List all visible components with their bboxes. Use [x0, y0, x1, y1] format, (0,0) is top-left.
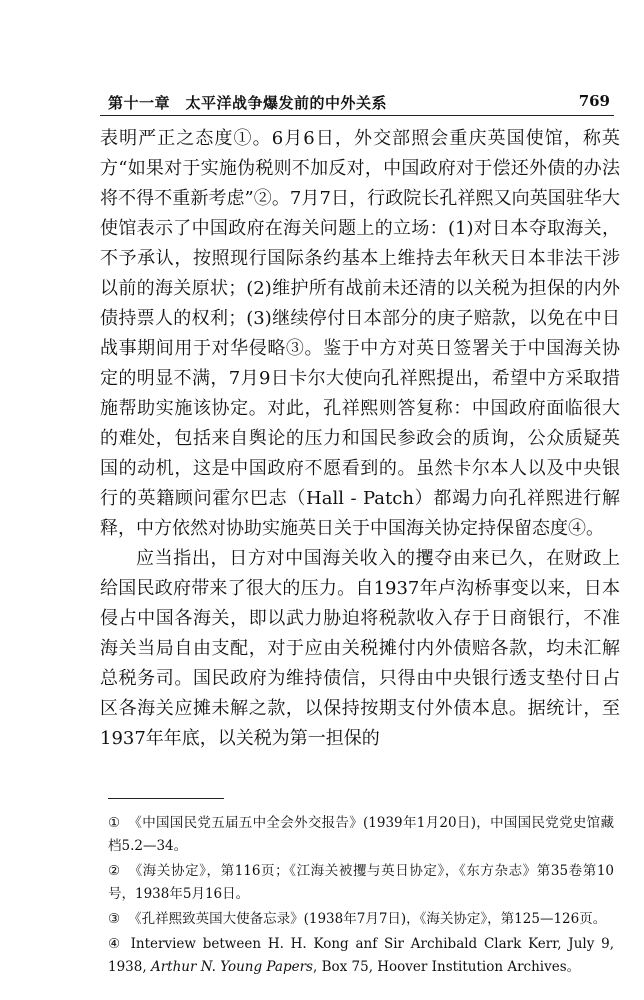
footnote-text-tail: , Box 75, Hoover Institution Archives。 [312, 959, 581, 975]
footnote-2 [108, 860, 614, 906]
footnote-text: Interview between H. H. Kong anf Sir Archibald Clark Kerr, July 9, 1938, [108, 936, 614, 975]
footnote-3 [108, 908, 614, 931]
footnote-marker: ① [108, 815, 121, 831]
footnote-marker: ④ [108, 936, 123, 952]
footnote-marker: ③ [108, 911, 121, 927]
footnote-text: 《孔祥熙致英国大使备忘录》(1938年7月7日)，《海关协定》，第125—126页。 [128, 911, 607, 927]
main-text [100, 124, 620, 754]
paragraph-1: 表明严正之态度①。6月6日，外交部照会重庆英国使馆，称英方“如果对于实施伪税则不加反对，中国政府对于偿还外债的办法将不得不重新考虑”②。7月7日，行政院长孔祥熙又向英国驻华大使馆表示了中国政府在海关问题上的立场：(1)对日本夺取海关，不予承认，按照现行国际条约基本上维持去年秋天日本非法干涉以前的海关原状；(2)维护所有战前未还清的以关税为担保的内外债持票人的权利；(3)继续停付日本部分的庚子赔款，以免在中日战事期间用于对华侵略③。鉴于中方对英日签署关于中国海关协定的明显不满，7月9日卡尔大使向孔祥熙提出，希望中方采取措施帮助实施该协定。对此，孔祥熙则答复称：中国政府面临很大的难处，包括来自舆论的压力和国民参政会的质询，公众质疑英国的动机，这是中国政府不愿看到的。虽然卡尔本人以及中央银行的英籍顾问霍尔巴志（Hall - Patch）都竭力向孔祥熙进行解释，中方依然对协助实施英日关于中国海关协定持保留态度④。 [100, 128, 620, 539]
footnote-1 [108, 812, 614, 858]
paragraph-2: 应当指出，日方对中国海关收入的攫夺由来已久，在财政上给国民政府带来了很大的压力。自1937年卢沟桥事变以来，日本侵占中国各海关，即以武力胁迫将税款收入存于日商银行，不准海关当局自由支配，对于应由关税摊付内外债赔各款，均未汇解总税务司。国民政府为维持债信，只得由中央银行透支垫付日占区各海关应摊未解之款，以保持按期支付外债本息。据统计，至1937年年底，以关税为第一担保的 [100, 548, 620, 749]
footnote-source-title: Arthur N. Young Papers [150, 959, 313, 975]
header-rule [100, 115, 614, 116]
footnote-4 [108, 933, 614, 979]
page-number: 769 [578, 92, 610, 110]
footnote-separator [108, 798, 224, 799]
footnotes [108, 812, 614, 981]
running-head: 第十一章 太平洋战争爆发前的中外关系 [108, 94, 388, 112]
footnote-marker: ② [108, 863, 121, 879]
footnote-text: 《中国国民党五届五中全会外交报告》(1939年1月20日)，中国国民党党史馆藏档5.2—34。 [108, 815, 614, 854]
footnote-text: 《海关协定》，第116页；《江海关被攫与英日协定》，《东方杂志》第35卷第10号，1938年5月16日。 [108, 863, 614, 902]
